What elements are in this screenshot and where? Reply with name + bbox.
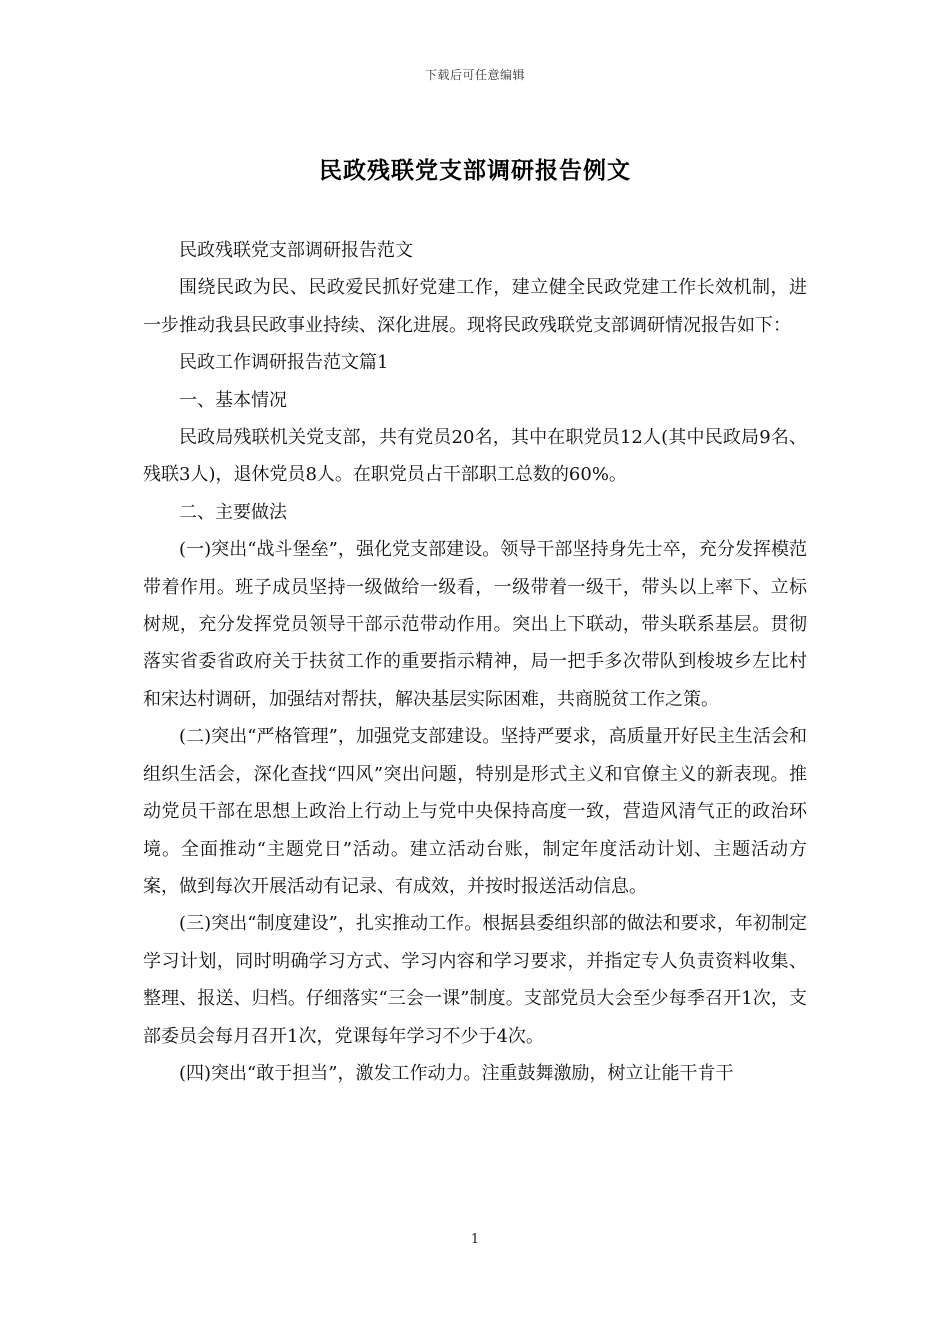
paragraph-basic-situation: 民政局残联机关党支部，共有党员20名，其中在职党员12人(其中民政局9名、残联3人)，退休党员8人。在职党员占干部职工总数的60%。 [143,427,807,486]
document-body [143,232,807,1092]
heading-main-practices: 二、主要做法 [179,501,287,523]
paragraph-practice-2: (二)突出“严格管理”，加强党支部建设。坚持严要求，高质量开好民主生活会和组织生活会，深化查找“四风”突出问题，特别是形式主义和官僚主义的新表现。推动党员干部在思想上政治上行动上与党中央保持高度一致，营造风清气正的政治环境。全面推动“主题党日”活动。建立活动台账，制定年度活动计划、主题活动方案，做到每次开展活动有记录、有成效，并按时报送活动信息。 [143,726,807,897]
paragraph-practice-1: (一)突出“战斗堡垒”，强化党支部建设。领导干部坚持身先士卒，充分发挥模范带着作用。班子成员坚持一级做给一级看，一级带着一级干，带头以上率下、立标树规，充分发挥党员领导干部示范带动作用。突出上下联动，带头联系基层。贯彻落实省委省政府关于扶贫工作的重要指示精神，局一把手多次带队到梭坡乡左比村和宋达村调研，加强结对帮扶，解决基层实际困难，共商脱贫工作之策。 [143,539,807,710]
paragraph-intro: 围绕民政为民、民政爱民抓好党建工作，建立健全民政党建工作长效机制，进一步推动我县民政事业持续、深化进展。现将民政残联党支部调研情况报告如下： [143,277,807,336]
heading-basic-situation: 一、基本情况 [179,389,287,411]
paragraph-subtitle: 民政残联党支部调研报告范文 [179,240,413,261]
paragraph-practice-3: (三)突出“制度建设”，扎实推动工作。根据县委组织部的做法和要求，年初制定学习计划，同时明确学习方式、学习内容和学习要求，并指定专人负责资料收集、整理、报送、归档。仔细落实“三会一课”制度。支部党员大会至少每季召开1次，支部委员会每月召开1次，党课每年学习不少于4次。 [143,913,807,1047]
page-number: 1 [470,1232,480,1247]
paragraph-practice-4: (四)突出“敢于担当”，激发工作动力。注重鼓舞激励，树立让能干肯干 [179,1062,734,1084]
paragraph-section-heading: 民政工作调研报告范文篇1 [179,352,389,374]
document-title: 民政残联党支部调研报告例文 [319,157,631,184]
header-note: 下载后可任意编辑 [424,68,525,82]
